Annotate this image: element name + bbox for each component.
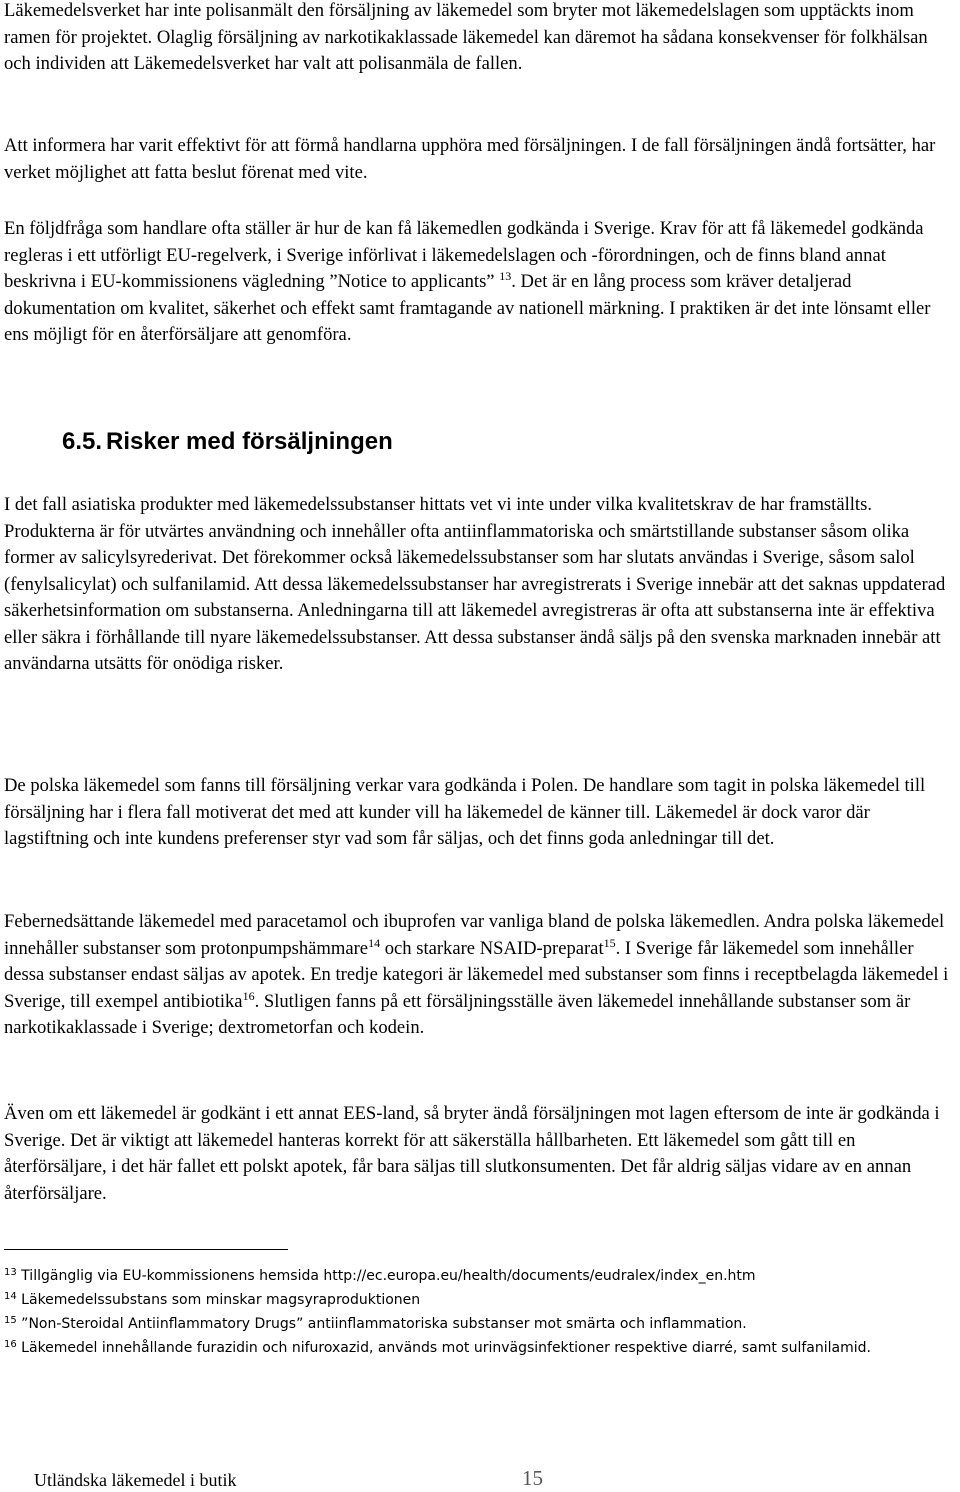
paragraph-approval-question [4, 216, 956, 349]
footnote-separator [4, 1249, 288, 1250]
footnote-number: 13 [4, 1267, 17, 1278]
page-footer-title: Utländska läkemedel i butik [34, 1470, 237, 1490]
section-number: 6.5. [62, 428, 103, 455]
paragraph-categories-text-b: och starkare NSAID-preparat [380, 937, 604, 959]
footnote-13 [4, 1264, 954, 1288]
footnote-number: 14 [4, 1291, 17, 1302]
paragraph-approval-text-b: . Det är en lång process som kräver detaljerad dokumentation om kvalitet, säkerhet och effekt samt framtagande av nationell märkning. I praktiken är det inte lönsamt eller ens möjligt för en återförsäljare att genomföra. [4, 271, 931, 345]
paragraph-asian-products: I det fall asiatiska produkter med läkemedelssubstanser hittats vet vi inte under vilka kvalitetskrav de har framställts. Produkterna är för utvärtes användning och innehåller ofta antiinflammatoriska och smärtstillande substanser såsom olika former av salicylsyrederivat. Det förekommer också läkemedelssubstanser som har slutats användas i Sverige, såsom salol (fenylsalicylat) och sulfanilamid. Att dessa läkemedelssubstanser har avregistrerats i Sverige innebär att det saknas uppdaterad säkerhetsinformation om substanserna. Anledningarna till att läkemedel avregistreras är ofta att substanserna inte är effektiva eller säkra i förhållande till nyare läkemedelssubstanser. Att dessa substanser ändå säljs på den svenska marknaden innebär att användarna utsätts för onödiga risker. [4, 494, 946, 674]
paragraph-medicine-categories [4, 909, 956, 1042]
footnote-number: 16 [4, 1339, 17, 1350]
footnote-text: Tillgänglig via EU-kommissionens hemsida http://ec.europa.eu/health/documents/eudralex/index_en.htm [16, 1268, 756, 1284]
section-title: Risker med försäljningen [106, 428, 393, 455]
footnote-ref-15: 15 [603, 935, 616, 950]
paragraph-informing-effective: Att informera har varit effektivt för att förmå handlarna upphöra med försäljningen. I de fall försäljningen ändå fortsätter, har verket möjlighet att fatta beslut förenat med vite. [4, 135, 936, 183]
paragraph-ees-approval: Även om ett läkemedel är godkänt i ett annat EES-land, så bryter ändå försäljningen mot lagen eftersom de inte är godkända i Sverige. Det är viktigt att läkemedel hanteras korrekt för att säkerställa hållbarheten. Ett läkemedel som gått till en återförsäljare, i det här fallet ett polskt apotek, får bara säljas till slutkonsumenten. Det får aldrig säljas vidare av en annan återförsäljare. [4, 1103, 940, 1204]
paragraph-categories-text-a: Febernedsättande läkemedel med paracetamol och ibuprofen var vanliga bland de polska läkemedlen. Andra polska läkemedel innehåller substanser som protonpumpshämmare [4, 911, 945, 959]
footnote-text: ”Non-Steroidal Antiinflammatory Drugs” antiinflammatoriska substanser mot smärta och inflammation. [16, 1316, 747, 1332]
section-heading [62, 426, 393, 458]
footnote-text: Läkemedelssubstans som minskar magsyraproduktionen [16, 1292, 421, 1308]
footnote-15 [4, 1312, 954, 1336]
paragraph-categories-text-d: . Slutligen fanns på ett försäljningsställe även läkemedel innehållande substanser som är narkotikaklassade i Sverige; dextrometorfan och kodein. [4, 990, 911, 1038]
footnote-ref-16: 16 [242, 988, 255, 1003]
paragraph-categories-text-c: . I Sverige får läkemedel som innehåller dessa substanser endast säljas av apotek. En tredje kategori är läkemedel med substanser som finns i receptbelagda läkemedel i Sverige, till exempel antibiotika [4, 937, 949, 1012]
footnote-16 [4, 1336, 954, 1360]
footnotes [4, 1264, 954, 1360]
paragraph-approval-text-a: En följdfråga som handlare ofta ställer är hur de kan få läkemedlen godkända i Sverige. Krav för att få läkemedel godkända regleras i ett utförligt EU-regelverk, i Sverige införlivat i läkemedelslagen och -förordningen, och de finns bland annat beskrivna i EU-kommissionens vägledning ”Notice to applicants” [4, 218, 924, 292]
footnote-ref-14: 14 [368, 935, 381, 950]
paragraph-polish-medicines: De polska läkemedel som fanns till försäljning verkar vara godkända i Polen. De handlare som tagit in polska läkemedel till försäljning har i flera fall motiverat det med att kunder vill ha läkemedel de känner till. Läkemedel är dock varor där lagstiftning och inte kundens preferenser styr vad som får säljas, och det finns goda anledningar till det. [4, 775, 926, 849]
footnote-14 [4, 1288, 954, 1312]
paragraph-police-report: Läkemedelsverket har inte polisanmält den försäljning av läkemedel som bryter mot läkemedelslagen som upptäckts inom ramen för projektet. Olaglig försäljning av narkotikaklassade läkemedel kan däremot ha sådana konsekvenser för folkhälsan och individen att Läkemedelsverket har valt att polisanmäla de fallen. [4, 0, 928, 74]
footnote-number: 15 [4, 1315, 17, 1326]
footnote-text: Läkemedel innehållande furazidin och nifuroxazid, används mot urinvägsinfektioner respektive diarré, samt sulfanilamid. [16, 1340, 871, 1356]
footnote-ref-13: 13 [499, 269, 512, 283]
page-number: 15 [522, 1466, 543, 1490]
